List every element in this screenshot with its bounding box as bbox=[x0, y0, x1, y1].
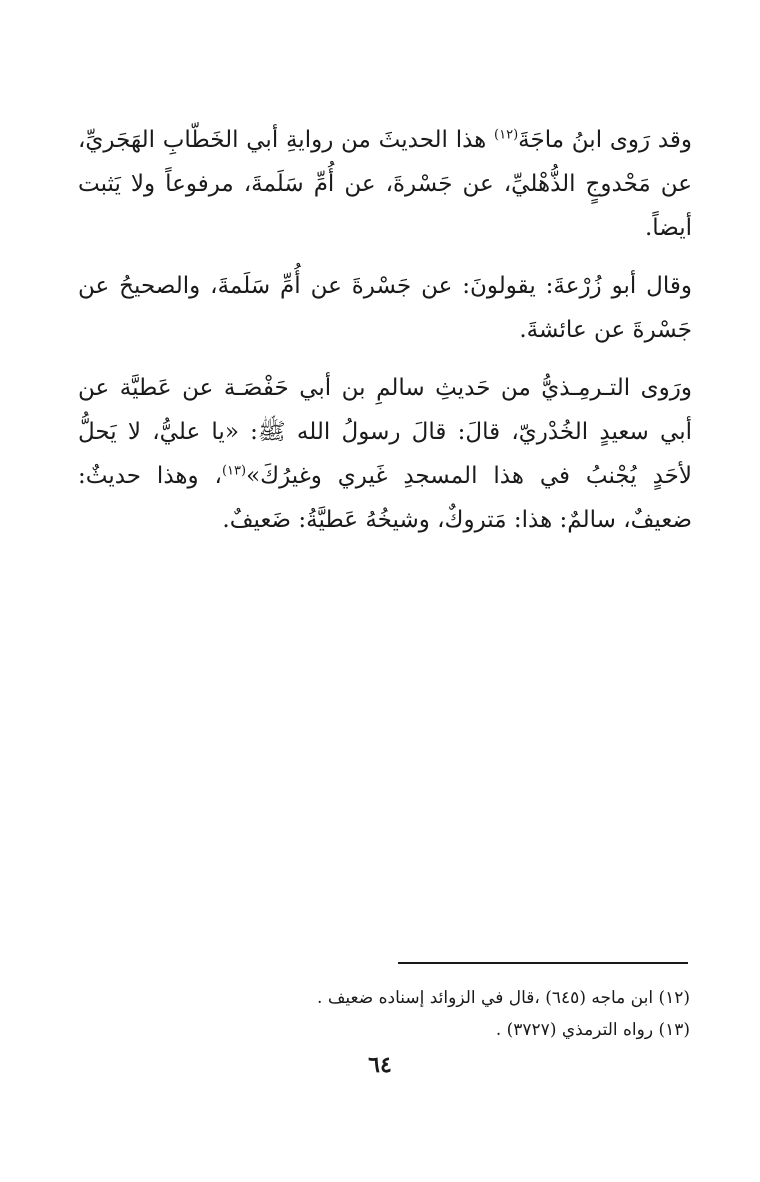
footnote-12: (١٢) ابن ماجه (٦٤٥) ،قال في الزوائد إسناده ضعيف . bbox=[317, 988, 690, 1008]
paragraph-text: وقد رَوى ابنُ ماجَةَ bbox=[518, 127, 693, 153]
main-text bbox=[78, 118, 692, 558]
footnote-ref-12: (١٢) bbox=[494, 127, 519, 143]
footnote-ref-13: (١٣) bbox=[221, 463, 247, 479]
paragraph-text: ورَوى التـرمِـذيُّ من حَديثِ سالمِ بن أبي حَفْصَـة عن عَطيَّة عن أبي سعيدٍ الخُدْريّ، قالَ: قالَ رسولُ الله ﷺ: «يا عليُّ، لا يَحلُّ لأحَدٍ يُجْنبُ في هذا المسجدِ غَيري وغيرُكَ» bbox=[78, 375, 692, 489]
paragraph-abu-zura bbox=[78, 264, 692, 352]
footnotes bbox=[300, 982, 690, 1046]
paragraph-tirmidhi bbox=[78, 366, 692, 542]
paragraph-text: وقال أبو زُرْعةَ: يقولونَ: عن جَسْرةَ عن أُمِّ سَلَمةَ، والصحيحُ عن جَسْرةَ عن عائشةَ. bbox=[78, 273, 692, 343]
footnote-13: (١٣) رواه الترمذي (٣٧٢٧) . bbox=[495, 1020, 690, 1040]
footnote-divider bbox=[398, 962, 688, 964]
page-number: ٦٤ bbox=[368, 1052, 392, 1078]
paragraph-ibn-majah bbox=[78, 118, 692, 250]
paragraph-text: ، وهذا حديثٌ: ضعيفٌ، سالمٌ: هذا: مَتروكٌ، وشيخُهُ عَطيَّةُ: ضَعيفٌ. bbox=[78, 463, 692, 533]
paragraph-text: هذا الحديثَ من روايةِ أبي الخَطّابِ الهَجَريِّ، عن مَحْدوجٍ الذُّهْليِّ، عن جَسْرةَ، عن أُمِّ سَلَمةَ، مرفوعاً ولا يَثبت أيضاً. bbox=[78, 127, 692, 241]
